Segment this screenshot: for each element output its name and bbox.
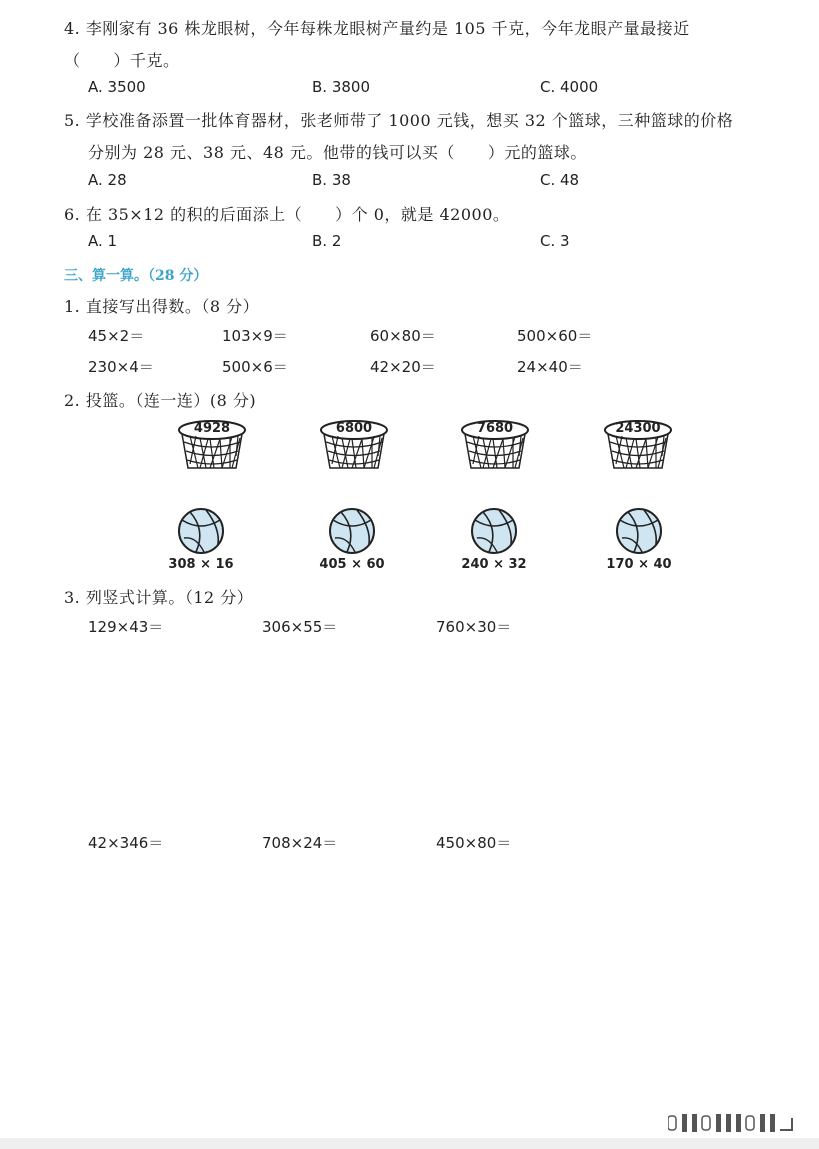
- basketball-icon: [469, 506, 519, 556]
- ball-expression: 308 × 16: [168, 557, 234, 572]
- part-1-title: 1. 直接写出得数。（8 分）: [64, 297, 260, 316]
- basketball-hoop-icon: [318, 418, 390, 474]
- oral-calc-item: 500×60＝: [517, 327, 593, 345]
- vertical-calc-item: 450×80＝: [436, 834, 512, 852]
- ball-expression: 240 × 32: [461, 557, 527, 572]
- question-4-option-b: B. 3800: [312, 78, 371, 96]
- question-4-line-1: 4. 李刚家有 36 株龙眼树，今年每株龙眼树产量约是 105 千克，今年龙眼产量最接近: [64, 19, 690, 38]
- basketball-hoop-icon: [459, 418, 531, 474]
- vertical-calc-item: 42×346＝: [88, 834, 164, 852]
- watermark-bars-icon: [668, 1112, 800, 1134]
- hoop-number: 6800: [335, 421, 373, 436]
- oral-calc-item: 24×40＝: [517, 358, 583, 376]
- vertical-calc-item: 760×30＝: [436, 618, 512, 636]
- ball-expression: 405 × 60: [319, 557, 385, 572]
- section-3-title: 三、算一算。（28 分）: [64, 268, 208, 284]
- question-5-option-c: C. 48: [540, 171, 580, 189]
- basketball-icon: [176, 506, 226, 556]
- vertical-calc-item: 708×24＝: [262, 834, 338, 852]
- basketball-icon: [327, 506, 377, 556]
- question-4-option-c: C. 4000: [540, 78, 599, 96]
- part-2-title: 2. 投篮。（连一连）(8 分): [64, 391, 257, 410]
- vertical-calc-item: 306×55＝: [262, 618, 338, 636]
- question-6-option-b: B. 2: [312, 232, 342, 250]
- basketball-icon: [614, 506, 664, 556]
- oral-calc-item: 60×80＝: [370, 327, 436, 345]
- oral-calc-item: 103×9＝: [222, 327, 288, 345]
- question-5-line-1: 5. 学校准备添置一批体育器材，张老师带了 1000 元钱，想买 32 个篮球，三种篮球的价格: [64, 111, 734, 130]
- question-6-option-a: A. 1: [88, 232, 118, 250]
- oral-calc-item: 45×2＝: [88, 327, 145, 345]
- question-5-option-b: B. 38: [312, 171, 351, 189]
- ball-expression: 170 × 40: [606, 557, 672, 572]
- question-5-line-2: 分别为 28 元、38 元、48 元。他带的钱可以买（ ）元的篮球。: [88, 143, 587, 162]
- question-6-option-c: C. 3: [540, 232, 570, 250]
- hoop-number: 7680: [476, 421, 514, 436]
- question-5-option-a: A. 28: [88, 171, 127, 189]
- basketball-hoop-icon: [602, 418, 674, 474]
- oral-calc-item: 230×4＝: [88, 358, 154, 376]
- oral-calc-item: 42×20＝: [370, 358, 436, 376]
- part-3-title: 3. 列竖式计算。（12 分）: [64, 588, 254, 607]
- question-4-line-2: （ ）千克。: [64, 51, 180, 70]
- bottom-strip: [0, 1138, 819, 1149]
- question-4-option-a: A. 3500: [88, 78, 146, 96]
- basketball-hoop-icon: [176, 418, 248, 474]
- vertical-calc-item: 129×43＝: [88, 618, 164, 636]
- question-6-line-1: 6. 在 35×12 的积的后面添上（ ）个 0，就是 42000。: [64, 205, 510, 224]
- hoop-number: 4928: [193, 421, 231, 436]
- hoop-number: 24300: [615, 421, 661, 436]
- oral-calc-item: 500×6＝: [222, 358, 288, 376]
